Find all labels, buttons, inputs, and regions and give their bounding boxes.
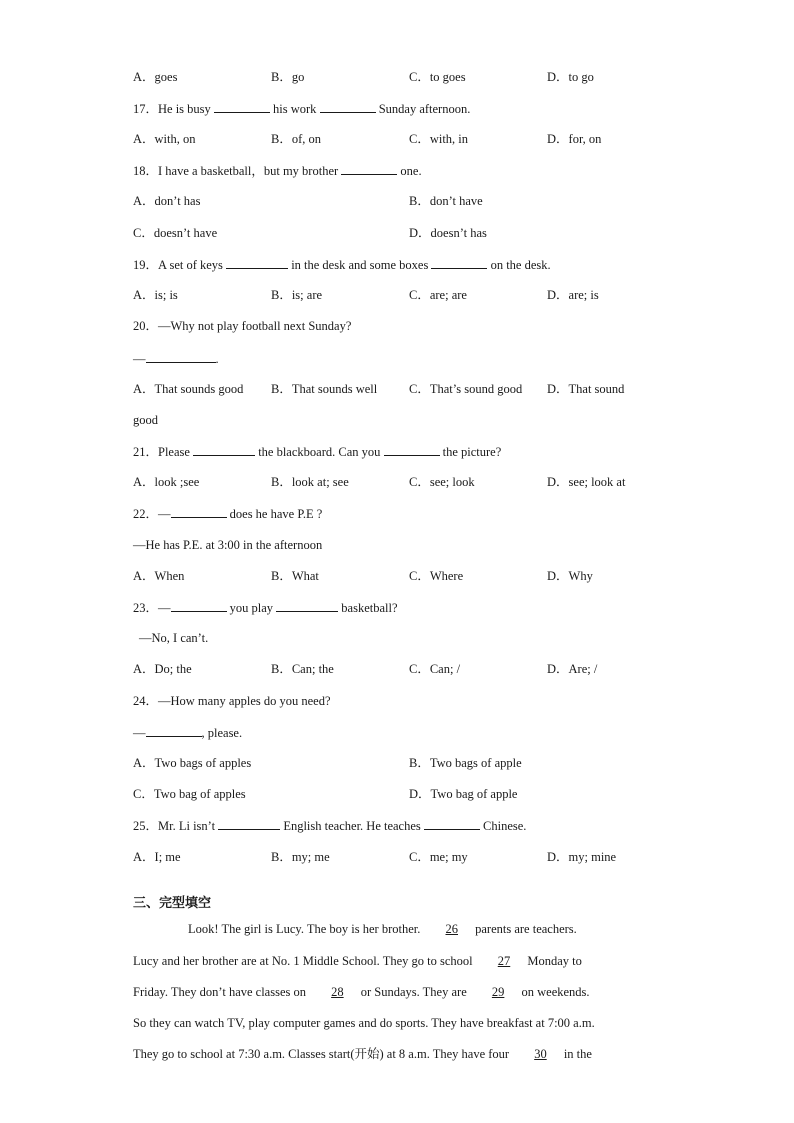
cloze-blank-28[interactable]: 28 [331,985,344,999]
option-c[interactable]: C．Where [409,569,464,583]
option-b[interactable]: B．Can; the [271,662,334,676]
answer-blank[interactable] [171,505,227,518]
cloze-blank-27[interactable]: 27 [497,954,511,968]
option-d[interactable]: D．see; look at [547,475,626,489]
question-22-stem: 22．— does he have P.E ? [133,507,323,521]
answer-blank[interactable] [146,724,202,737]
question-24-reply: — , please. [133,726,243,740]
option-a[interactable]: A．don’t has [133,194,201,208]
option-b[interactable]: B．What [271,569,319,583]
passage-line: So they can watch TV, play computer games and do sports. They have breakfast at 7:00 a.m. [133,1016,595,1030]
question-23-reply: —No, I can’t. [139,631,209,645]
question-22-reply: —He has P.E. at 3:00 in the afternoon [133,538,323,552]
question-24-stem: 24．—How many apples do you need? [133,694,331,708]
answer-blank[interactable] [226,256,288,269]
question-20-reply: — . [133,352,219,366]
option-d[interactable]: D．my; mine [547,850,617,864]
option-d-wrap: good [133,413,158,427]
answer-blank[interactable] [193,443,255,456]
question-25-stem: 25．Mr. Li isn’t English teacher. He teaches Chinese. [133,819,527,833]
option-d[interactable]: D．doesn’t has [409,226,487,240]
question-23-stem: 23．— you play basketball? [133,601,398,615]
option-a[interactable]: A．is; is [133,288,178,302]
option-c[interactable]: C．to goes [409,70,466,84]
cloze-blank-29[interactable]: 29 [491,985,505,999]
option-d[interactable]: D．Two bag of apple [409,787,518,801]
answer-blank[interactable] [341,162,397,175]
option-a[interactable]: A．Do; the [133,662,192,676]
option-a[interactable]: A．When [133,569,185,583]
option-c[interactable]: C．Two bag of apples [133,787,246,801]
option-c[interactable]: C．me; my [409,850,468,864]
question-19-stem: 19．A set of keys in the desk and some boxes on the desk. [133,258,551,272]
section-title: 三、完型填空 [133,896,212,911]
answer-blank[interactable] [384,443,440,456]
question-17-stem: 17．He is busy his work Sunday afternoon. [133,102,471,116]
answer-blank[interactable] [218,817,280,830]
passage-line: Friday. They don’t have classes on 28 or Sundays. They are 29 on weekends. [133,985,590,999]
option-b[interactable]: B．don’t have [409,194,483,208]
option-c[interactable]: C．doesn’t have [133,226,218,240]
option-c[interactable]: C．Can; / [409,662,461,676]
option-b[interactable]: B．my; me [271,850,330,864]
answer-blank[interactable] [424,817,480,830]
passage-line: Lucy and her brother are at No. 1 Middle School. They go to school 27 Monday to [133,954,582,968]
answer-blank[interactable] [146,350,216,363]
option-d[interactable]: D．for, on [547,132,602,146]
answer-blank[interactable] [171,599,227,612]
passage-line: Look! The girl is Lucy. The boy is her brother. 26 parents are teachers. [188,922,577,936]
option-b[interactable]: B．That sounds well [271,382,378,396]
option-d[interactable]: D．are; is [547,288,599,302]
option-a[interactable]: A．goes [133,70,178,84]
passage-line: They go to school at 7:30 a.m. Classes start(开始) at 8 a.m. They have four 30 in the [133,1047,592,1061]
option-d[interactable]: D．to go [547,70,594,84]
option-c[interactable]: C．are; are [409,288,467,302]
option-b[interactable]: B．is; are [271,288,323,302]
option-b[interactable]: B．go [271,70,305,84]
option-d[interactable]: D．Are; / [547,662,598,676]
cloze-blank-30[interactable]: 30 [534,1047,547,1061]
answer-blank[interactable] [431,256,487,269]
option-b[interactable]: B．look at; see [271,475,349,489]
option-d[interactable]: D．Why [547,569,593,583]
option-a[interactable]: A．That sounds good [133,382,244,396]
question-18-stem: 18．I have a basketball，but my brother one. [133,164,422,178]
question-21-stem: 21．Please the blackboard. Can you the picture? [133,445,502,459]
option-a[interactable]: A．I; me [133,850,181,864]
option-c[interactable]: C．That’s sound good [409,382,523,396]
option-b[interactable]: B．of, on [271,132,322,146]
option-c[interactable]: C．with, in [409,132,469,146]
option-b[interactable]: B．Two bags of apple [409,756,522,770]
option-a[interactable]: A．look ;see [133,475,200,489]
answer-blank[interactable] [214,100,270,113]
option-a[interactable]: A．Two bags of apples [133,756,252,770]
cloze-blank-26[interactable]: 26 [445,922,458,936]
question-20-stem: 20．—Why not play football next Sunday? [133,319,352,333]
option-a[interactable]: A．with, on [133,132,196,146]
answer-blank[interactable] [276,599,338,612]
option-c[interactable]: C．see; look [409,475,475,489]
option-d[interactable]: D．That sound [547,382,625,396]
answer-blank[interactable] [320,100,376,113]
